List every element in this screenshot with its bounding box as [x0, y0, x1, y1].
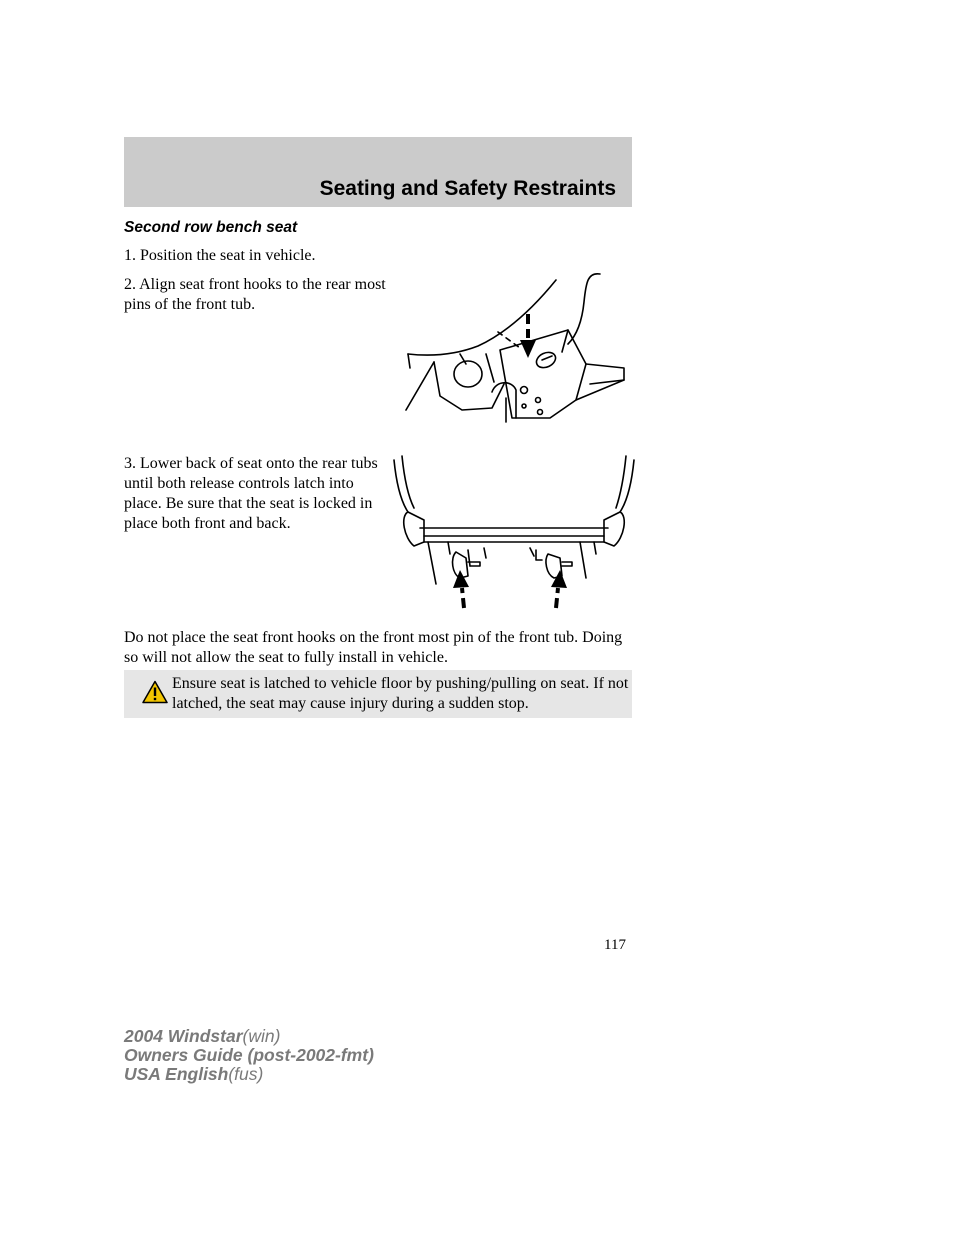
- page-title: Seating and Safety Restraints: [319, 177, 616, 200]
- footer-model-code: (win): [242, 1026, 281, 1046]
- warning-box: [124, 670, 632, 718]
- step-1-text: 1. Position the seat in vehicle.: [124, 247, 316, 264]
- warning-triangle-icon: [142, 680, 168, 704]
- footer-language: USA English: [124, 1064, 229, 1084]
- section-heading: Second row bench seat: [124, 219, 298, 236]
- step-2-text: 2. Align seat front hooks to the rear most pins of the front tub.: [124, 276, 386, 313]
- footer-guide: Owners Guide (post-2002-fmt): [124, 1045, 374, 1065]
- rear-latch-illustration: [390, 450, 638, 618]
- front-hook-illustration: [400, 272, 632, 430]
- footer-language-code: (fus): [228, 1064, 264, 1084]
- header-band: [124, 137, 632, 207]
- page-number: 117: [604, 937, 626, 953]
- warning-text: Ensure seat is latched to vehicle floor by pushing/pulling on seat. If not latched, the seat may cause injury during a sudden stop.: [172, 675, 629, 712]
- document-footer: [124, 1027, 374, 1084]
- footer-model: 2004 Windstar: [124, 1026, 243, 1046]
- installation-note: Do not place the seat front hooks on the front most pin of the front tub. Doing so will not allow the seat to fully install in vehicle.: [124, 629, 623, 666]
- step-3-text: 3. Lower back of seat onto the rear tubs until both release controls latch into place. Be sure that the seat is locked in place both front and back.: [124, 455, 378, 532]
